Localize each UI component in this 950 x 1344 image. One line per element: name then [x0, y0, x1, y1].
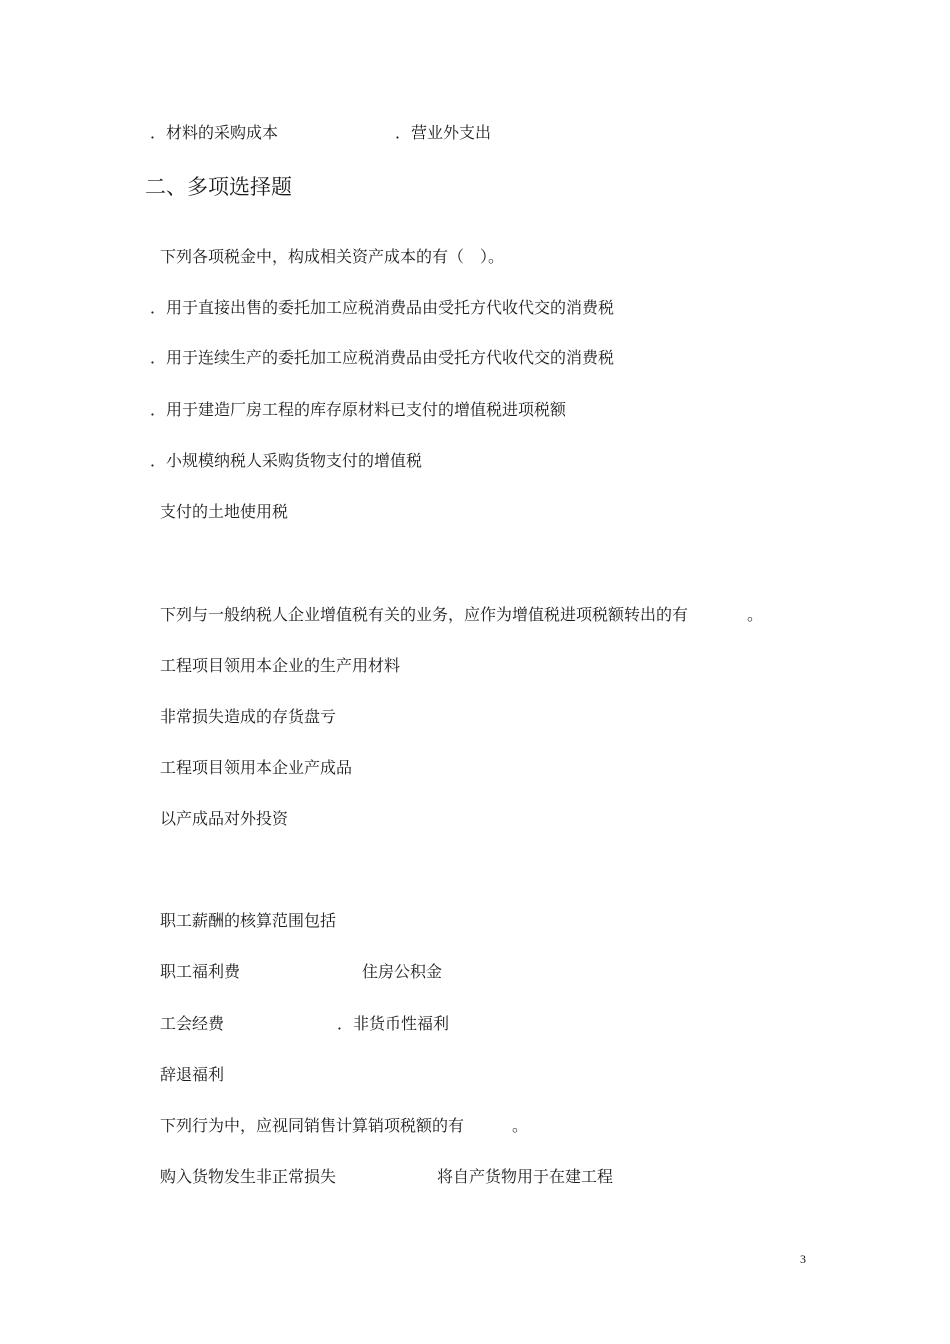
question-1-option-a: ．用于直接出售的委托加工应税消费品由受托方代收代交的消费税 [150, 298, 615, 317]
question-1-option-d: ．小规模纳税人采购货物支付的增值税 [150, 451, 423, 470]
question-2-option-a: 工程项目领用本企业的生产用材料 [160, 656, 401, 675]
page-number: 3 [800, 1252, 806, 1266]
option-material-cost: ．材料的采购成本 [150, 123, 279, 142]
option-non-operating-expense: ．营业外支出 [395, 123, 492, 142]
question-2-end-mark: 。 [747, 605, 764, 624]
question-3-option-d: ．非货币性福利 [337, 1014, 450, 1033]
question-4-option-b: 将自产货物用于在建工程 [437, 1167, 614, 1186]
question-2-option-c: 工程项目领用本企业产成品 [160, 758, 353, 777]
question-2: 下列与一般纳税人企业增值税有关的业务，应作为增值税进项税额转出的有 [160, 605, 689, 624]
question-3-option-a: 职工福利费 [160, 962, 241, 981]
question-1-option-c: ．用于建造厂房工程的库存原材料已支付的增值税进项税额 [150, 400, 567, 419]
question-2-option-d: 以产成品对外投资 [160, 809, 289, 828]
question-3-option-b: 住房公积金 [362, 962, 443, 981]
question-4-end-mark: 。 [512, 1116, 529, 1135]
question-3-option-c: 工会经费 [160, 1014, 225, 1033]
question-4: 下列行为中，应视同销售计算销项税额的有 [160, 1116, 465, 1135]
question-1-option-e: 支付的土地使用税 [160, 502, 289, 521]
question-1-option-b: ．用于连续生产的委托加工应税消费品由受托方代收代交的消费税 [150, 348, 615, 367]
question-1: 下列各项税金中，构成相关资产成本的有（ ）。 [160, 247, 505, 266]
section-heading: 二、多项选择题 [145, 175, 292, 199]
question-3-option-e: 辞退福利 [160, 1065, 225, 1084]
question-3: 职工薪酬的核算范围包括 [160, 911, 337, 930]
question-4-option-a: 购入货物发生非正常损失 [160, 1167, 337, 1186]
question-2-option-b: 非常损失造成的存货盘亏 [160, 707, 337, 726]
